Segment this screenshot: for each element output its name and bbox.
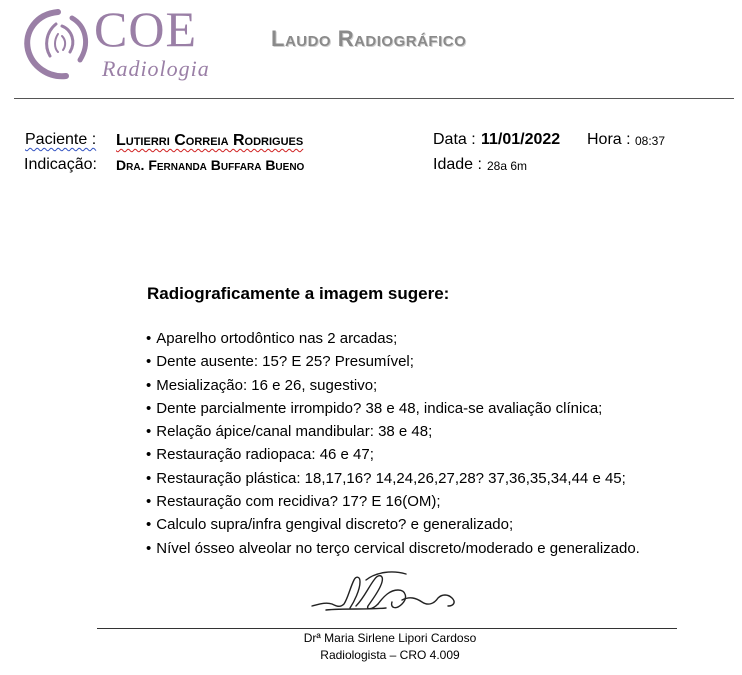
finding-item: • Dente parcialmente irrompido? 38 e 48, indica-se avaliação clínica;	[146, 397, 640, 420]
logo-brand: COE	[94, 1, 197, 57]
finding-item: • Restauração com recidiva? 17? E 16(OM);	[146, 490, 640, 513]
finding-item: • Relação ápice/canal mandibular: 38 e 48;	[146, 420, 640, 443]
finding-item: • Mesialização: 16 e 26, sugestivo;	[146, 374, 640, 397]
signatory-role: Radiologista – CRO 4.009	[320, 648, 460, 662]
findings-title: Radiograficamente a imagem sugere:	[147, 284, 450, 303]
signature-line	[97, 628, 677, 629]
time-value: 08:37	[635, 134, 666, 148]
handwritten-signature-icon	[306, 568, 476, 618]
finding-item: • Dente ausente: 15? E 25? Presumível;	[146, 350, 640, 373]
date-value: 11/01/2022	[481, 131, 561, 148]
patient-name	[116, 133, 303, 149]
age-value: 28a 6m	[487, 159, 528, 173]
signatory-name: Drª Maria Sirlene Lipori Cardoso	[303, 631, 477, 645]
finding-item: • Restauração radiopaca: 46 e 47;	[146, 443, 640, 466]
document-title: Laudo Radiográfico	[271, 26, 467, 51]
age-label: Idade :	[433, 156, 482, 173]
patient-name-text: Lutierri Correia Rodrigues	[116, 132, 304, 149]
finding-item: • Aparelho ortodôntico nas 2 arcadas;	[146, 327, 640, 350]
date-label: Data :	[433, 131, 476, 148]
indication-value: Dra. Fernanda Buffara Bueno	[116, 157, 305, 173]
finding-item: • Nível ósseo alveolar no terço cervical discreto/moderado e generalizado.	[146, 537, 640, 560]
indication-label: Indicação:	[24, 156, 97, 173]
time-label: Hora :	[587, 131, 631, 148]
patient-label: Paciente :	[25, 131, 97, 148]
findings-list	[146, 327, 640, 560]
logo-subtitle: Radiologia	[102, 56, 210, 81]
header-divider	[14, 98, 734, 99]
finding-item: • Calculo supra/infra gengival discreto? e generalizado;	[146, 513, 640, 536]
finding-item: • Restauração plástica: 18,17,16? 14,24,26,27,28? 37,36,35,34,44 e 45;	[146, 467, 640, 490]
